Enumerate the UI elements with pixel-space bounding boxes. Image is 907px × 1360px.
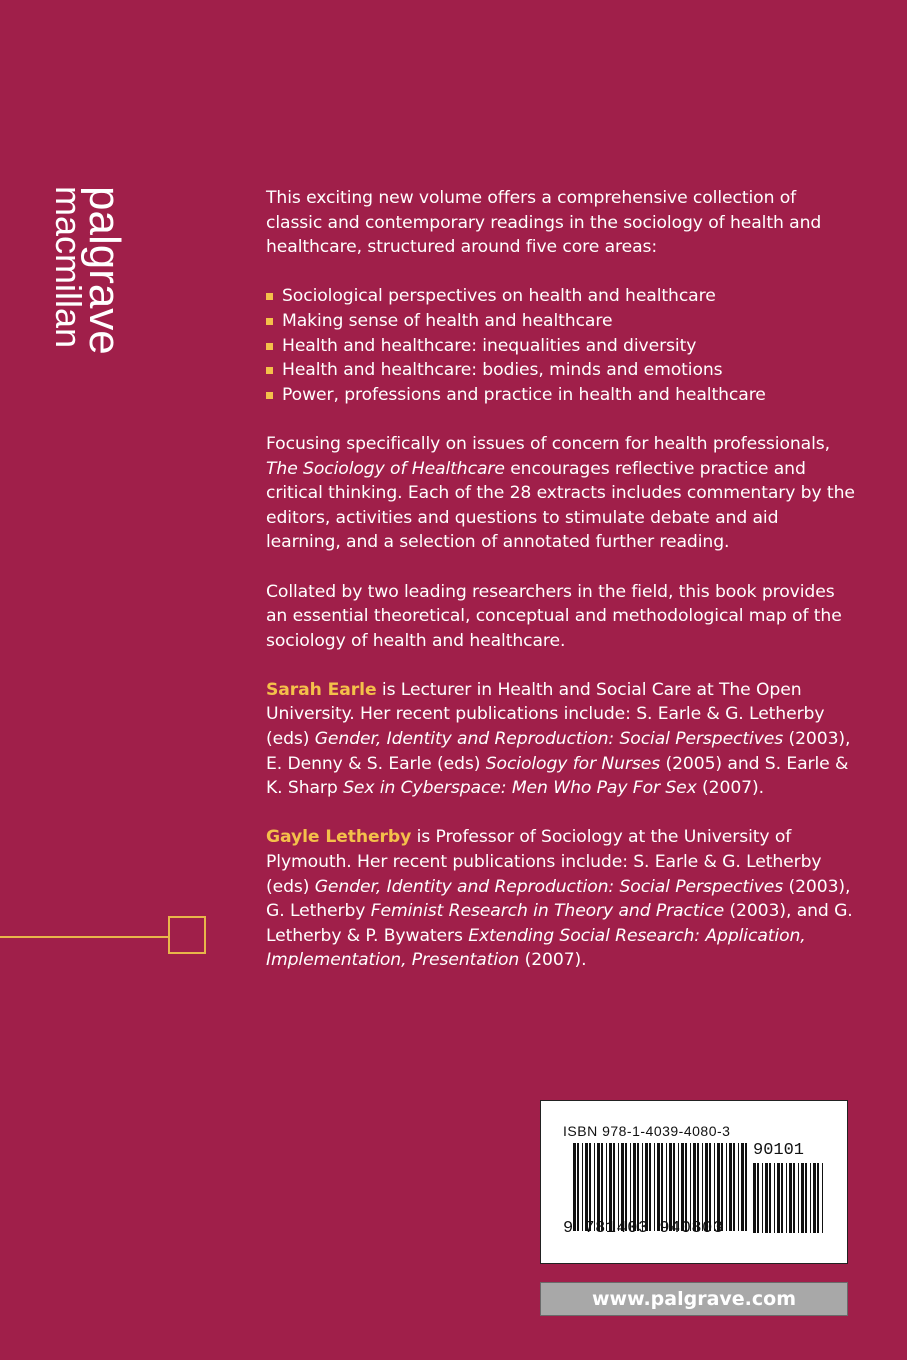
- barcode-bar: [606, 1143, 607, 1231]
- barcode-bar: [609, 1143, 612, 1231]
- barcode-bar: [645, 1143, 648, 1231]
- barcode-bar: [577, 1143, 579, 1231]
- decorative-square: [168, 916, 206, 954]
- logo-palgrave: palgrave: [80, 186, 129, 355]
- author-bio-letherby: Gayle Letherby is Professor of Sociology at the University of Plymouth. Her recent publications include: S. Earle & G. Letherby (eds) Gender, Identity and Reproduction: Social Perspectives (2003), G. Letherby Feminist Research in Theory and Practice (2003), and G. Letherby & P. Bywaters Extending Social Research: Application, Implementation, Presentation (2007).: [266, 827, 853, 971]
- barcode-bar: [582, 1143, 583, 1231]
- isbn-barcode: [540, 1100, 848, 1264]
- barcode-bar: [673, 1143, 675, 1231]
- isbn-number: ISBN 978-1-4039-4080-3: [563, 1123, 731, 1139]
- barcode-bar: [666, 1143, 667, 1231]
- barcode-bar: [757, 1163, 759, 1233]
- barcode-bar: [585, 1143, 588, 1231]
- barcode-bar: [642, 1143, 643, 1231]
- barcode-bar: [649, 1143, 651, 1231]
- bullet-square-icon: [266, 318, 273, 325]
- barcode-bar: [789, 1163, 792, 1233]
- barcode-bar: [685, 1143, 687, 1231]
- barcode-bar: [709, 1143, 711, 1231]
- barcode-bar: [597, 1143, 600, 1231]
- barcode-bar: [697, 1143, 699, 1231]
- price-code: 90101: [753, 1141, 805, 1160]
- barcode-bar: [621, 1143, 624, 1231]
- barcode-bar: [669, 1143, 672, 1231]
- barcode-bar: [798, 1163, 799, 1233]
- barcode-bar: [717, 1143, 720, 1231]
- core-area-item: Health and healthcare: bodies, minds and emotions: [266, 358, 856, 383]
- barcode-bar: [822, 1163, 823, 1233]
- barcode-bar: [678, 1143, 679, 1231]
- barcode-bar: [573, 1143, 576, 1231]
- barcode-bar: [729, 1143, 732, 1231]
- barcode-digits: 9 781403 940803: [563, 1219, 724, 1238]
- barcode-bar: [693, 1143, 696, 1231]
- back-cover-text: [266, 186, 856, 998]
- barcode-bar: [738, 1143, 739, 1231]
- barcode-bar: [637, 1143, 639, 1231]
- barcode-bar: [594, 1143, 595, 1231]
- addon-barcode-bars: [753, 1163, 825, 1233]
- collated-paragraph: Collated by two leading researchers in the field, this book provides an essential theoretical, conceptual and methodological map of the sociology of health and healthcare.: [266, 581, 842, 651]
- barcode-bar: [817, 1163, 819, 1233]
- barcode-bar: [769, 1163, 771, 1233]
- barcode-bar: [777, 1163, 780, 1233]
- barcode-bar: [702, 1143, 703, 1231]
- barcode-bar: [801, 1163, 804, 1233]
- core-area-item: Health and healthcare: inequalities and diversity: [266, 334, 856, 359]
- barcode-bar: [813, 1163, 816, 1233]
- barcode-bar: [786, 1163, 787, 1233]
- barcode-bar: [762, 1163, 763, 1233]
- barcode-bar: [793, 1163, 795, 1233]
- logo-macmillan: macmillan: [48, 186, 89, 349]
- bullet-square-icon: [266, 293, 273, 300]
- bullet-square-icon: [266, 367, 273, 374]
- author-bio-earle: Sarah Earle is Lecturer in Health and Social Care at The Open University. Her recent publications include: S. Earle & G. Letherby (eds) Gender, Identity and Reproduction: Social Perspectives (2003), E. Denny & S. Earle (eds) Sociology for Nurses (2005) and S. Earle & K. Sharp Sex in Cyberspace: Men Who Pay For Sex (2007).: [266, 679, 851, 799]
- barcode-bar: [805, 1163, 807, 1233]
- barcode-bar: [714, 1143, 715, 1231]
- barcode-bar: [601, 1143, 603, 1231]
- barcode-bar: [630, 1143, 631, 1231]
- core-area-item: Power, professions and practice in health and healthcare: [266, 383, 856, 408]
- barcode-bar: [633, 1143, 636, 1231]
- barcode-bar: [657, 1143, 660, 1231]
- intro-paragraph: This exciting new volume offers a comprehensive collection of classic and contemporary readings in the sociology of health and healthcare, structured around five core areas:: [266, 188, 822, 258]
- barcode-bar: [721, 1143, 723, 1231]
- barcode-bars: [573, 1143, 751, 1231]
- barcode-bar: [661, 1143, 663, 1231]
- bullet-square-icon: [266, 392, 273, 399]
- barcode-bar: [625, 1143, 627, 1231]
- barcode-bar: [810, 1163, 811, 1233]
- barcode-bar: [618, 1143, 619, 1231]
- publisher-logo: [40, 186, 130, 376]
- barcode-bar: [781, 1163, 783, 1233]
- book-title: The Sociology of Healthcare: [266, 458, 505, 479]
- focus-paragraph: Focusing specifically on issues of concern for health professionals, The Sociology of Healthcare encourages reflective practice and critical thinking. Each of the 28 extracts includes commentary by the editors, activities and questions to stimulate debate and aid learning, and a selection of annotated further reading.: [266, 433, 855, 553]
- bullet-square-icon: [266, 343, 273, 350]
- barcode-bar: [613, 1143, 615, 1231]
- core-area-item: Making sense of health and healthcare: [266, 309, 856, 334]
- barcode-bar: [726, 1143, 727, 1231]
- author-name: Gayle Letherby: [266, 827, 412, 848]
- author-name: Sarah Earle: [266, 679, 377, 700]
- barcode-bar: [765, 1163, 768, 1233]
- barcode-bar: [705, 1143, 708, 1231]
- barcode-bar: [774, 1163, 775, 1233]
- publisher-website[interactable]: www.palgrave.com: [540, 1282, 848, 1316]
- barcode-bar: [589, 1143, 591, 1231]
- barcode-bar: [753, 1163, 756, 1233]
- core-areas-list: [266, 284, 856, 407]
- core-area-item: Sociological perspectives on health and healthcare: [266, 284, 856, 309]
- barcode-bar: [741, 1143, 744, 1231]
- barcode-bar: [654, 1143, 655, 1231]
- barcode-bar: [745, 1143, 747, 1231]
- barcode-bar: [690, 1143, 691, 1231]
- barcode-bar: [681, 1143, 684, 1231]
- barcode-bar: [733, 1143, 735, 1231]
- decorative-rule: [0, 936, 168, 938]
